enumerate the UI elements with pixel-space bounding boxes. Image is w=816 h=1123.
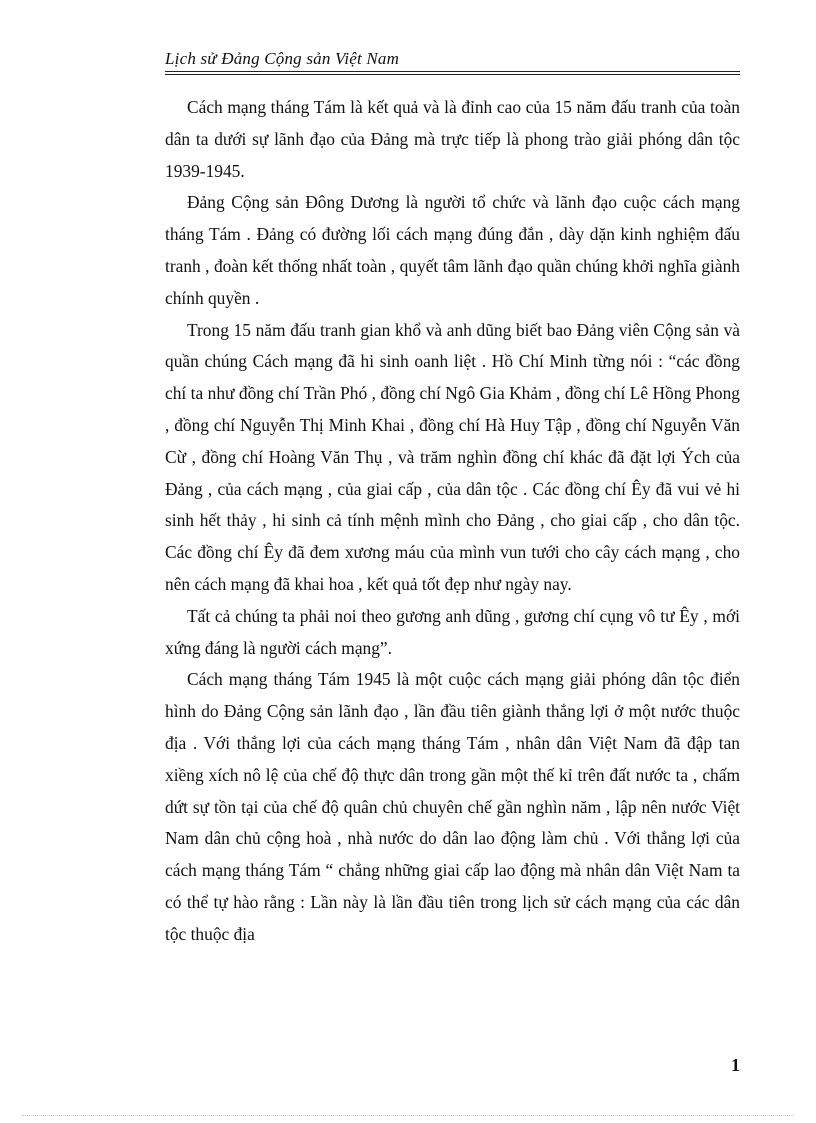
paragraph-3: Trong 15 năm đấu tranh gian khổ và anh dũng biết bao Đảng viên Cộng sản và quần chúng Cách mạng đã hi sinh oanh liệt . Hồ Chí Minh từng nói : “các đồng chí ta như đồng chí Trần Phó , đồng chí Ngô Gia Khảm , đồng chí Lê Hồng Phong , đồng chí Nguyễn Thị Minh Khai , đồng chí Hà Huy Tập , đồng chí Nguyễn Văn Cừ , đồng chí Hoàng Văn Thụ , và trăm nghìn đồng chí khác đã đặt lợi Ých của Đảng , của cách mạng , của giai cấp , của dân tộc . Các đồng chí Êy đã vui vẻ hi sinh hết thảy , hi sinh cả tính mệnh mình cho Đảng , cho giai cấp , cho dân tộc. Các đồng chí Êy đã đem xương máu của mình vun tưới cho cây cách mạng , cho nên cách mạng đã khai hoa , kết quả tốt đẹp như ngày nay. [165, 319, 740, 594]
header-double-rule [165, 71, 740, 75]
header-title: Lịch sử Đảng Cộng sản Việt Nam [165, 49, 400, 68]
body-text [165, 92, 740, 951]
page-number: 1 [731, 1055, 740, 1075]
paragraph-5: Cách mạng tháng Tám 1945 là một cuộc cách mạng giải phóng dân tộc điển hình do Đảng Cộng sản lãnh đạo , lần đầu tiên giành thắng lợi ở một nước thuộc địa . Với thắng lợi của cách mạng tháng Tám , nhân dân Việt Nam đã đập tan xiềng xích nô lệ của chế độ thực dân trong gần một thế kỉ trên đất nước ta , chấm dứt sự tồn tại của chế độ quân chủ chuyên chế gần nghìn năm , lập nên nước Việt Nam dân chủ cộng hoà , nhà nước do dân lao động làm chủ . Với thắng lợi của cách mạng tháng Tám “ chẳng những giai cấp lao động mà nhân dân Việt Nam ta có thể tự hào rằng : Lần này là lần đầu tiên trong lịch sử cách mạng của các dân tộc thuộc địa [165, 669, 740, 944]
running-header [165, 49, 740, 75]
page-bottom-dotted-border [22, 1115, 794, 1116]
paragraph-1: Cách mạng tháng Tám là kết quả và là đỉnh cao của 15 năm đấu tranh của toàn dân ta dưới sự lãnh đạo của Đảng mà trực tiếp là phong trào giải phóng dân tộc 1939-1945. [165, 97, 740, 181]
paragraph-4: Tất cả chúng ta phải noi theo gương anh dũng , gương chí cụng vô tư Êy , mới xứng đáng là người cách mạng”. [165, 605, 740, 658]
paragraph-2: Đảng Cộng sản Đông Dương là người tổ chức và lãnh đạo cuộc cách mạng tháng Tám . Đảng có đường lối cách mạng đúng đắn , dày dặn kinh nghiệm đấu tranh , đoàn kết thống nhất toàn , quyết tâm lãnh đạo quần chúng khởi nghĩa giành chính quyền . [165, 192, 740, 308]
